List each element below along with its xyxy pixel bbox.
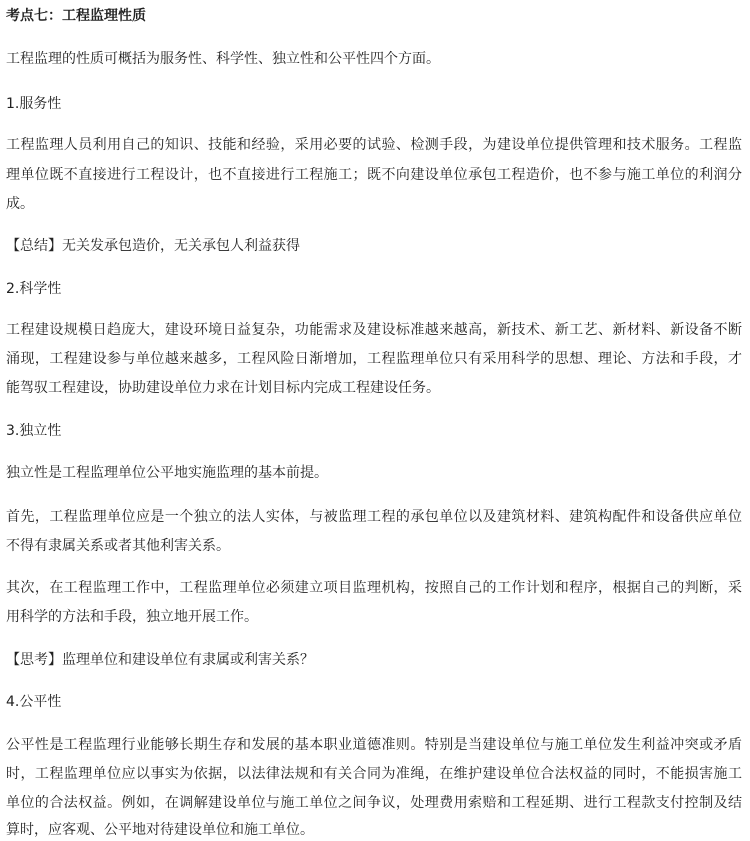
service-paragraph-line: 工程监理人员利用自己的知识、技能和经验，采用必要的试验、检测手段，为建设单位提供管理和技术服务。工程监: [6, 137, 742, 153]
section-heading-independence: 3.独立性: [6, 423, 62, 439]
fairness-paragraph-line: 时，工程监理单位应以事实为依据，以法律法规和有关合同为准绳，在维护建设单位合法权益的同时，不能损害施工: [6, 766, 742, 782]
fairness-paragraph-line: 公平性是工程监理行业能够长期生存和发展的基本职业道德准则。特别是当建设单位与施工单位发生利益冲突或矛盾: [6, 737, 742, 753]
scientific-paragraph-line: 能驾驭工程建设，协助建设单位力求在计划目标内完成工程建设任务。: [6, 380, 440, 396]
thinking-note: 【思考】监理单位和建设单位有隶属或利害关系？: [6, 652, 314, 668]
independence-paragraph: 独立性是工程监理单位公平地实施监理的基本前提。: [6, 465, 328, 481]
scientific-paragraph-line: 涌现，工程建设参与单位越来越多，工程风险日渐增加，工程监理单位只有采用科学的思想、理论、方法和手段，才: [6, 351, 742, 367]
fairness-paragraph-line: 算时，应客观、公平地对待建设单位和施工单位。: [6, 822, 314, 838]
intro-paragraph: 工程监理的性质可概括为服务性、科学性、独立性和公平性四个方面。: [6, 51, 440, 67]
independence-first-line: 不得有隶属关系或者其他利害关系。: [6, 538, 230, 554]
service-paragraph-line: 理单位既不直接进行工程设计，也不直接进行工程施工；既不向建设单位承包工程造价，也不参与施工单位的利润分: [6, 167, 742, 183]
service-paragraph-line: 成。: [6, 196, 34, 212]
independence-first-line: 首先，工程监理单位应是一个独立的法人实体，与被监理工程的承包单位以及建筑材料、建筑构配件和设备供应单位: [6, 509, 742, 525]
section-heading-fairness: 4.公平性: [6, 694, 62, 710]
section-heading-scientific: 2.科学性: [6, 281, 62, 297]
summary-note: 【总结】无关发承包造价，无关承包人利益获得: [6, 238, 300, 254]
section-heading-service: 1.服务性: [6, 96, 62, 112]
scientific-paragraph-line: 工程建设规模日趋庞大，建设环境日益复杂，功能需求及建设标准越来越高，新技术、新工艺、新材料、新设备不断: [6, 322, 742, 338]
page-title: 考点七：工程监理性质: [6, 8, 146, 24]
fairness-paragraph-line: 单位的合法权益。例如，在调解建设单位与施工单位之间争议，处理费用索赔和工程延期、进行工程款支付控制及结: [6, 795, 742, 811]
independence-second-line: 用科学的方法和手段，独立地开展工作。: [6, 609, 258, 625]
independence-second-line: 其次，在工程监理工作中，工程监理单位必须建立项目监理机构，按照自己的工作计划和程序，根据自己的判断，采: [6, 580, 742, 596]
